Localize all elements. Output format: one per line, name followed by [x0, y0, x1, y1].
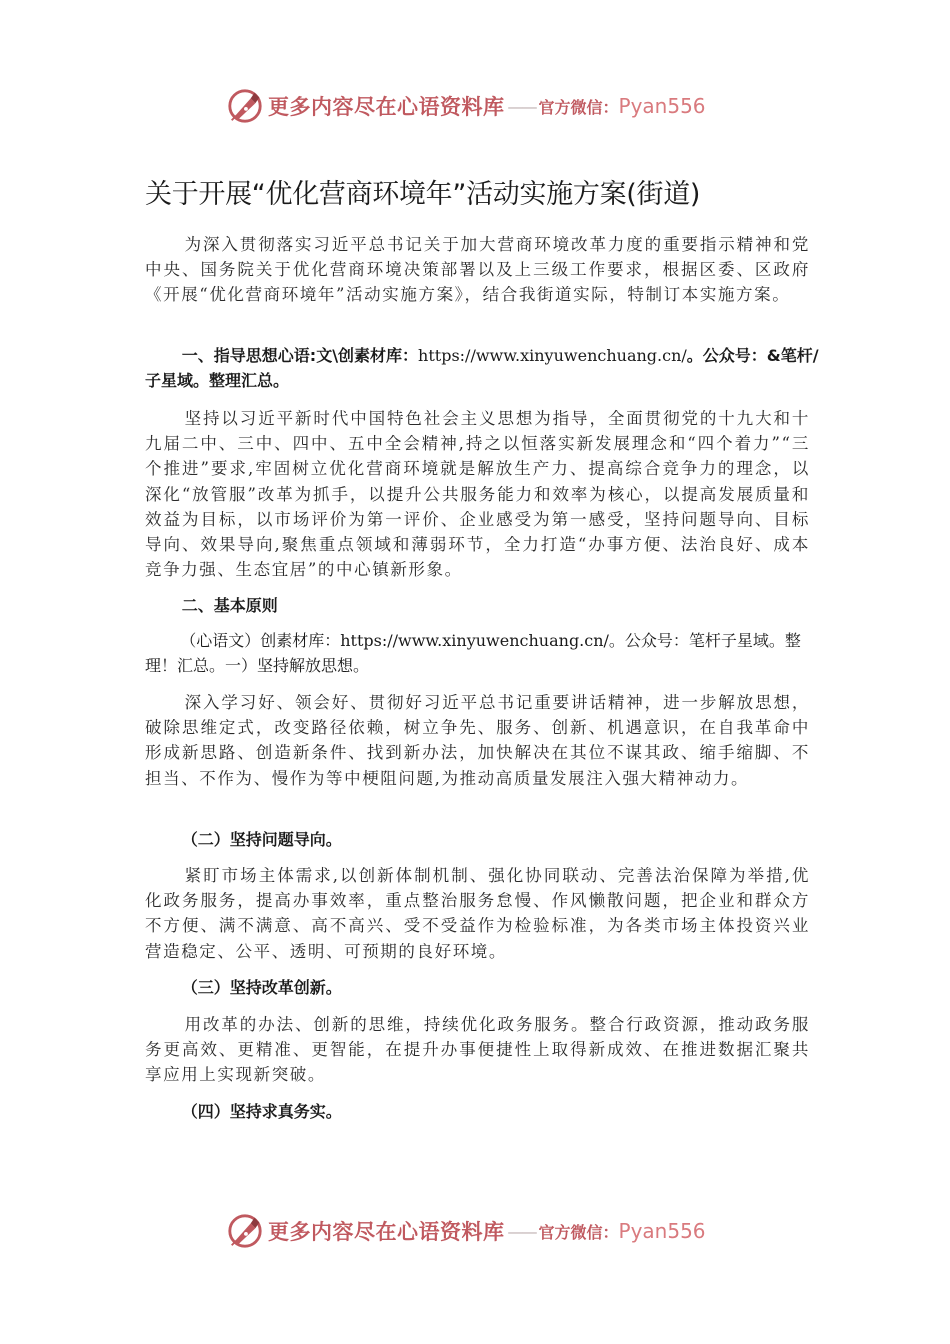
banner-slogan: 更多内容尽在心语资料库	[268, 94, 505, 119]
banner-wechat-id: Pyan556	[618, 94, 706, 118]
pen-nib-logo-icon	[226, 1212, 264, 1250]
section1-heading-part-a: 一、指导思想心语:文\创素材库：	[181, 346, 419, 365]
section2-note-part-b: 。公众号：笔杆子星域。整理！汇总。一）坚持解放思想。	[145, 631, 801, 675]
principle4-heading: （四）坚持求真务实。	[181, 1102, 342, 1121]
banner-wechat-label: 官方微信：	[538, 1222, 619, 1242]
banner-wechat-label: 官方微信：	[538, 97, 619, 117]
section1-heading	[145, 343, 825, 393]
principle2-body: 紧盯市场主体需求,以创新体制机制、强化协同联动、完善法治保障为举措,优化政务服务，提高办事效率，重点整治服务怠慢、作风懒散问题，把企业和群众方不方便、满不满意、高不高兴、受不受益作为检验标准，为各类市场主体投资兴业营造稳定、公平、透明、可预期的良好环境。	[145, 866, 810, 961]
footer-banner	[226, 1211, 746, 1251]
principle1-body: 深入学习好、领会好、贯彻好习近平总书记重要讲话精神，进一步解放思想，破除思维定式，改变路径依赖，树立争先、服务、创新、机遇意识，在自我革命中形成新思路、创造新条件、找到新办法，加快解决在其位不谋其政、缩手缩脚、不担当、不作为、慢作为等中梗阻问题,为推动高质量发展注入强大精神动力。	[145, 693, 810, 788]
principle2-heading: （二）坚持问题导向。	[181, 830, 342, 849]
banner-wechat-id: Pyan556	[618, 1219, 706, 1243]
banner-dash: ——	[507, 96, 536, 116]
principle3-body: 用改革的办法、创新的思维，持续优化政务服务。整合行政资源，推动政务服务更高效、更精准、更智能，在提升办事便捷性上取得新成效、在推进数据汇聚共享应用上实现新突破。	[145, 1015, 810, 1085]
principle3-heading: （三）坚持改革创新。	[181, 978, 342, 997]
document-title: 关于开展“优化营商环境年”活动实施方案(街道)	[145, 179, 701, 210]
intro-paragraph: 为深入贯彻落实习近平总书记关于加大营商环境改革力度的重要指示精神和党中央、国务院关于优化营商环境决策部署以及上三级工作要求，根据区委、区政府《开展“优化营商环境年”活动实施方案》，结合我街道实际，特制订本实施方案。	[145, 235, 810, 305]
banner-slogan: 更多内容尽在心语资料库	[268, 1219, 505, 1244]
header-banner	[226, 86, 746, 126]
banner-dash: ——	[507, 1221, 536, 1241]
pen-nib-logo-icon	[226, 87, 264, 125]
section1-body: 坚持以习近平新时代中国特色社会主义思想为指导，全面贯彻党的十九大和十九届二中、三中、四中、五中全会精神,持之以恒落实新发展理念和“四个着力”“三个推进”要求,牢固树立优化营商环境就是解放生产力、提高综合竞争力的理念，以深化“放管服”改革为抓手，以提升公共服务能力和效率为核心，以提高发展质量和效益为目标，以市场评价为第一评价、企业感受为第一感受，坚持问题导向、目标导向、效果导向,聚焦重点领域和薄弱环节，全力打造“办事方便、法治良好、成本竞争力强、生态宜居”的中心镇新形象。	[145, 409, 810, 580]
section1-heading-url: https://www.xinyuwenchuang.cn/	[418, 346, 687, 365]
section1-heading-part-b: 。公众号：&笔杆/子星域。整理汇总。	[145, 346, 819, 390]
section2-note-part-a: （心语文）创素材库：	[180, 631, 341, 650]
section2-note	[145, 628, 825, 678]
section2-note-url: https://www.xinyuwenchuang.cn/	[340, 631, 609, 650]
section2-heading: 二、基本原则	[181, 596, 278, 615]
